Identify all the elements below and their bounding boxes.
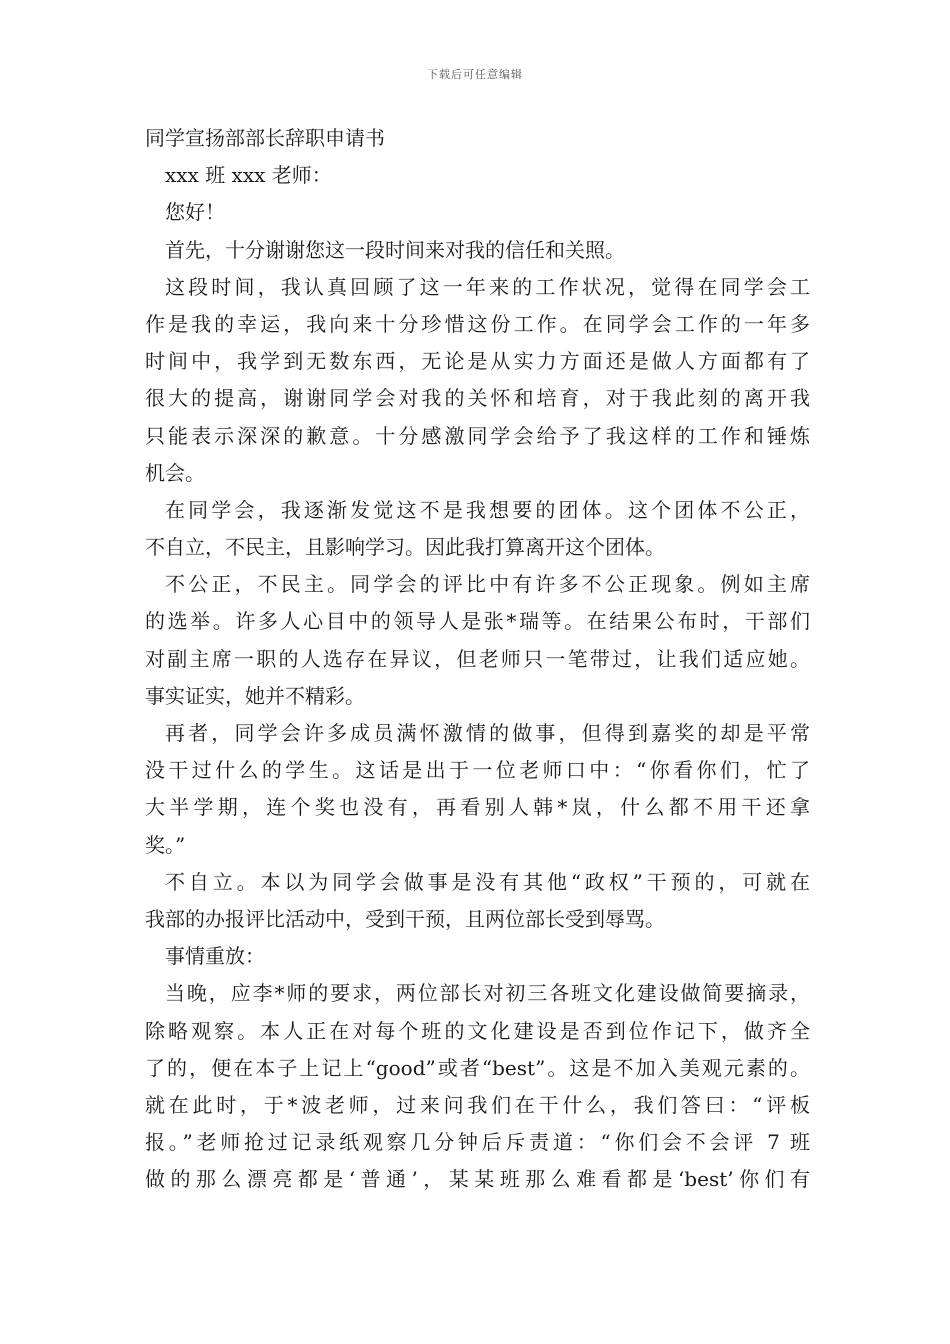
paragraph-line: 了的，便在本子上记上“good”或者“best”。这是不加入美观元素的。: [145, 1055, 810, 1080]
paragraph-line: 就在此时，于*波老师，过来问我们在干什么，我们答曰：“评板: [145, 1092, 810, 1117]
salutation: xxx 班 xxx 老师：: [165, 163, 332, 188]
paragraph-line: 机会。: [145, 460, 205, 485]
paragraph-line: 作是我的幸运，我向来十分珍惜这份工作。在同学会工作的一年多: [145, 311, 810, 336]
paragraph-line: 只能表示深深的歉意。十分感激同学会给予了我这样的工作和锤炼: [145, 423, 810, 448]
paragraph-line: 我部的办报评比活动中，受到干预，且两位部长受到辱骂。: [145, 906, 665, 931]
paragraph-line: 大半学期，连个奖也没有，再看别人韩*岚，什么都不用干还拿: [145, 795, 810, 820]
paragraph-line: 时间中，我学到无数东西，无论是从实力方面还是做人方面都有了: [145, 349, 810, 374]
paragraph-line: 不自立。本以为同学会做事是没有其他“政权”干预的，可就在: [165, 869, 810, 894]
paragraph-line: 对副主席一职的人选存在异议，但老师只一笔带过，让我们适应她。: [145, 646, 810, 671]
paragraph-line: 做的那么漂亮都是‘普通’，某某班那么难看都是‘best’你们有: [145, 1167, 810, 1192]
paragraph-line: 报。”老师抢过记录纸观察几分钟后斥责道：“你们会不会评 7 班: [145, 1130, 810, 1155]
paragraph-line: 奖。”: [145, 832, 186, 857]
document-body: [145, 120, 810, 1198]
paragraph-line: 事情重放：: [165, 944, 265, 969]
paragraph-line: 首先，十分谢谢您这一段时间来对我的信任和关照。: [165, 237, 625, 262]
paragraph-line: 事实证实，她并不精彩。: [145, 683, 365, 708]
paragraph-line: 再者，同学会许多成员满怀激情的做事，但得到嘉奖的却是平常: [165, 721, 810, 745]
page-header: 下载后可任意编辑: [427, 68, 523, 81]
greeting: 您好！: [165, 200, 225, 225]
paragraph-line: 的选举。许多人心目中的领导人是张*瑞等。在结果公布时，干部们: [145, 609, 810, 634]
paragraph-line: 没干过什么的学生。这话是出于一位老师口中：“你看你们，忙了: [145, 758, 810, 783]
paragraph-line: 在同学会，我逐渐发觉这不是我想要的团体。这个团体不公正，: [165, 497, 810, 522]
paragraph-line: 不自立，不民主，且影响学习。因此我打算离开这个团体。: [145, 535, 665, 560]
paragraph-line: 除略观察。本人正在对每个班的文化建设是否到位作记下，做齐全: [145, 1018, 810, 1043]
document-title: 同学宣扬部部长辞职申请书: [145, 126, 385, 150]
paragraph-line: 这段时间，我认真回顾了这一年来的工作状况，觉得在同学会工: [165, 274, 810, 299]
paragraph-line: 当晚，应李*师的要求，两位部长对初三各班文化建设做简要摘录，: [165, 981, 810, 1006]
paragraph-line: 很大的提高，谢谢同学会对我的关怀和培育，对于我此刻的离开我: [145, 386, 810, 411]
paragraph-line: 不公正，不民主。同学会的评比中有许多不公正现象。例如主席: [165, 572, 810, 597]
